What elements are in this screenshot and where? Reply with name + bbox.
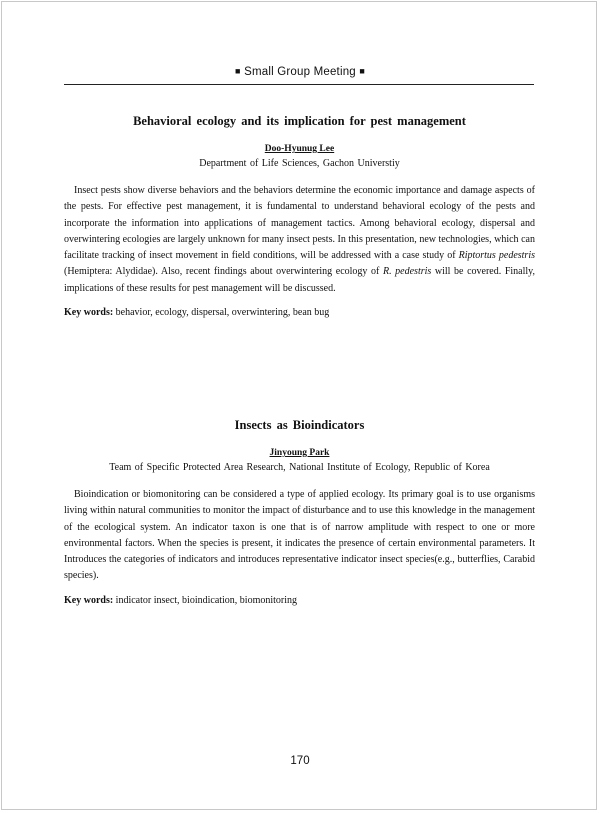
abstract-behavioral-ecology [64,114,535,318]
abstract-body: Bioindication or biomonitoring can be considered a type of applied ecology. Its primary goal is to use organisms living within natural communities to monitor the impact of disturbance and to use this knowledge in the management of the ecological system. An indicator taxon is one that is of narrow amplitude with respect to one or more environmental factors. When the species is present, it indicates the presence of certain environmental parameters. It Introduces the categories of indicators and introduces representative indicator insect species(e.g., butterflies, Carabid species). [64,489,535,582]
header-rule [64,84,534,85]
keywords-label: Key words: [64,594,114,606]
abstract-keywords [64,307,535,318]
species-name: R. pedestris [382,266,432,278]
running-header [0,66,600,78]
abstract-author: Jinyoung Park [269,448,330,458]
abstract-affiliation: Department of Life Sciences, Gachon Universtiy [199,158,400,169]
abstract-affiliation: Team of Specific Protected Area Research, National Institute of Ecology, Republic of Korea [109,462,490,473]
page-number: 170 [290,755,310,767]
body-text-segment: Insect pests show diverse behaviors and the behaviors determine the economic importance and damage aspects of the pests. For effective pest management, it is fundamental to understand behavioral ecology of the pests and incorporate the information into applications of management tactics. Among behavioral ecology, dispersal and overwintering ecologies are largely unknown for many insect pests. In this presentation, new technologies, which can facilitate tracking of insect movement in field conditions, will be addressed with a case study of [64,185,535,262]
abstract-body [64,183,535,297]
keywords-list: behavior, ecology, dispersal, overwintering, bean bug [115,307,330,319]
keywords-list: indicator insect, bioindication, biomonitoring [115,594,298,606]
species-name: Riptortus pedestris [458,250,535,262]
abstract-insects-bioindicators [64,418,535,606]
abstract-author: Doo-Hyunug Lee [264,144,335,154]
abstract-keywords [64,595,535,606]
abstract-title: Behavioral ecology and its implication for pest management [133,114,466,128]
running-header-title: Small Group Meeting [244,66,356,78]
abstract-title: Insects as Bioindicators [234,418,365,432]
body-text-segment: (Hemiptera: Alydidae). Also, recent findings about overwintering ecology of [64,266,383,278]
square-bullet-icon: ■ [235,66,241,76]
square-bullet-icon: ■ [359,66,365,76]
body-text-segment: will be covered. Finally, implications of these results for pest management will be discussed. [64,266,536,294]
keywords-label: Key words: [64,307,114,319]
